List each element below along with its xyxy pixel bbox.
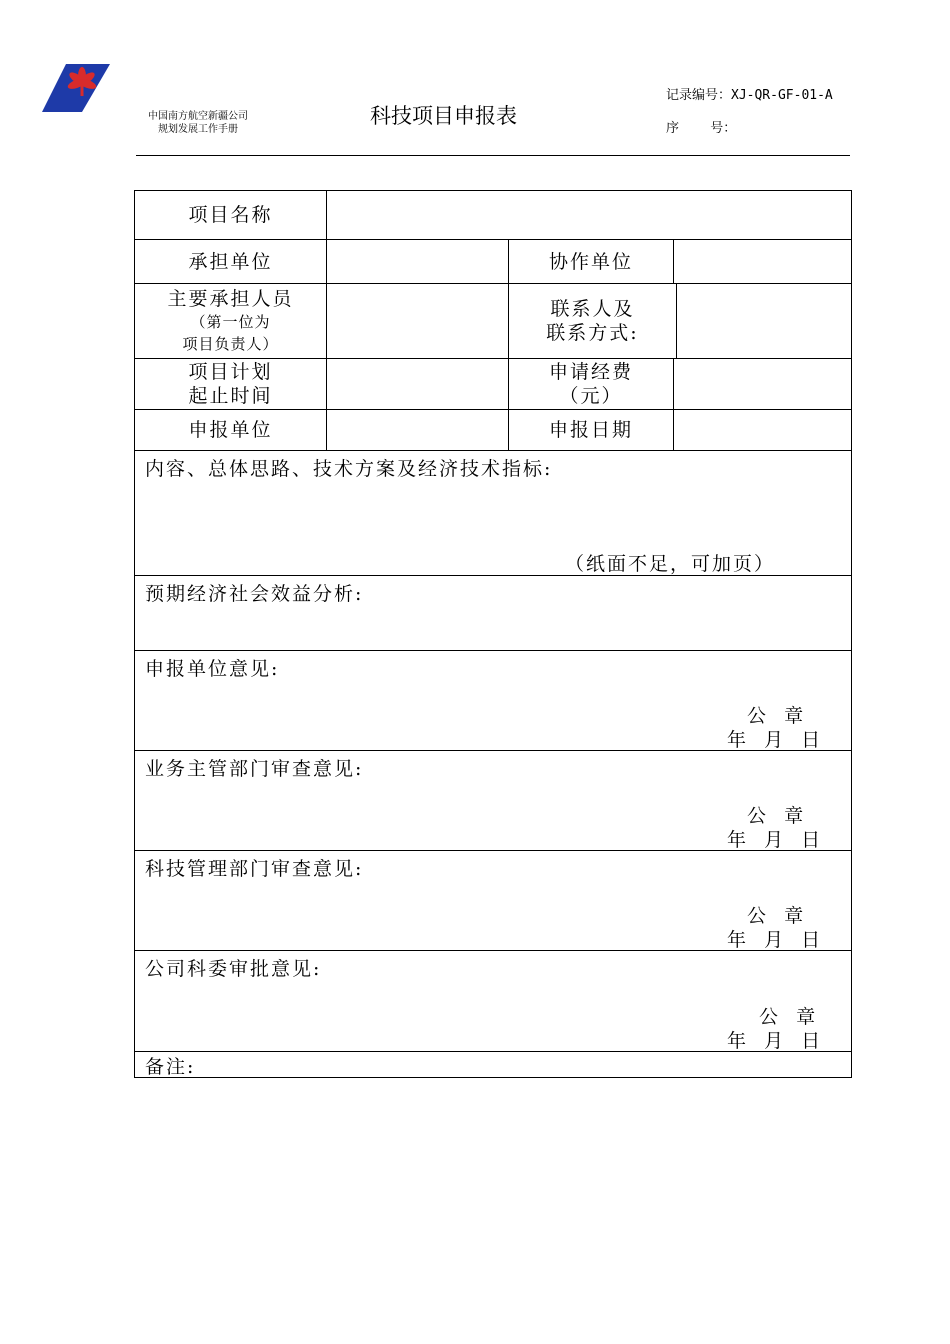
committee-approval-label: 公司科委审批意见: [145,958,322,980]
plan-period-label-line-1: 项目计划 [188,361,273,383]
company-name [148,110,248,136]
contact-label-cell [509,284,677,359]
company-line-2: 规划发展工作手册 [158,124,238,135]
contact-input-cell[interactable] [677,284,851,359]
remarks-section[interactable] [135,1052,851,1077]
committee-approval-section[interactable] [135,951,851,1052]
undertaking-unit-label: 承担单位 [188,250,273,273]
benefit-section[interactable] [135,576,851,651]
company-line-1: 中国南方航空新疆公司 [148,111,248,122]
plan-period-input-cell[interactable] [327,359,509,410]
business-dept-opinion-label: 业务主管部门审查意见: [145,758,364,780]
project-name-input-cell[interactable] [327,191,851,240]
funding-input-cell[interactable] [674,359,851,410]
applicant-opinion-stamp: 公 章 [747,705,806,727]
china-southern-logo-icon [42,62,110,112]
page-title: 科技项目申报表 [370,104,517,128]
applicant-unit-input-cell[interactable] [327,410,509,451]
main-personnel-input-cell[interactable] [327,284,509,359]
content-section[interactable] [135,451,851,576]
plan-period-label-cell [135,359,327,410]
content-note: （纸面不足，可加页） [565,553,776,575]
main-personnel-note-1: （第一位为 [190,313,271,331]
apply-date-input-cell[interactable] [674,410,851,451]
applicant-opinion-section[interactable] [135,651,851,751]
plan-period-label-line-2: 起止时间 [188,385,273,407]
applicant-unit-label: 申报单位 [188,419,273,441]
application-form [134,190,852,1078]
contact-label-line-1: 联系人及 [550,298,635,320]
funding-label-cell [509,359,674,410]
tech-dept-stamp: 公 章 [747,905,806,927]
committee-date: 年 月 日 [727,1030,823,1052]
cooperating-unit-input-cell[interactable] [674,240,851,284]
applicant-opinion-label: 申报单位意见: [145,658,280,680]
tech-dept-opinion-section[interactable] [135,851,851,951]
funding-label-line-2: （元） [559,385,623,407]
content-label: 内容、总体思路、技术方案及经济技术指标: [145,458,553,480]
sequence-number: 序 号： [666,121,737,136]
record-number: 记录编号：XJ-QR-GF-01-A [666,88,833,103]
project-name-label: 项目名称 [188,204,273,226]
business-dept-stamp: 公 章 [747,805,806,827]
committee-stamp: 公 章 [759,1006,818,1028]
funding-label-line-1: 申请经费 [548,361,633,383]
project-name-label-cell [135,191,327,240]
tech-dept-date: 年 月 日 [727,929,823,951]
header-divider [136,155,850,156]
business-dept-date: 年 月 日 [727,829,823,851]
apply-date-label: 申报日期 [548,419,633,441]
main-personnel-label: 主要承担人员 [167,288,294,310]
apply-date-label-cell [509,410,674,451]
undertaking-unit-input-cell[interactable] [327,240,509,284]
undertaking-unit-label-cell [135,240,327,284]
contact-label-line-2: 联系方式: [546,322,639,344]
applicant-unit-label-cell [135,410,327,451]
main-personnel-note-2: 项目负责人） [182,335,279,353]
main-personnel-label-cell [135,284,327,359]
business-dept-opinion-section[interactable] [135,751,851,851]
remarks-label: 备注: [145,1056,196,1078]
benefit-label: 预期经济社会效益分析: [145,583,364,605]
applicant-opinion-date: 年 月 日 [727,729,823,751]
cooperating-unit-label-cell [509,240,674,284]
cooperating-unit-label: 协作单位 [548,250,633,273]
tech-dept-opinion-label: 科技管理部门审查意见: [145,858,364,880]
